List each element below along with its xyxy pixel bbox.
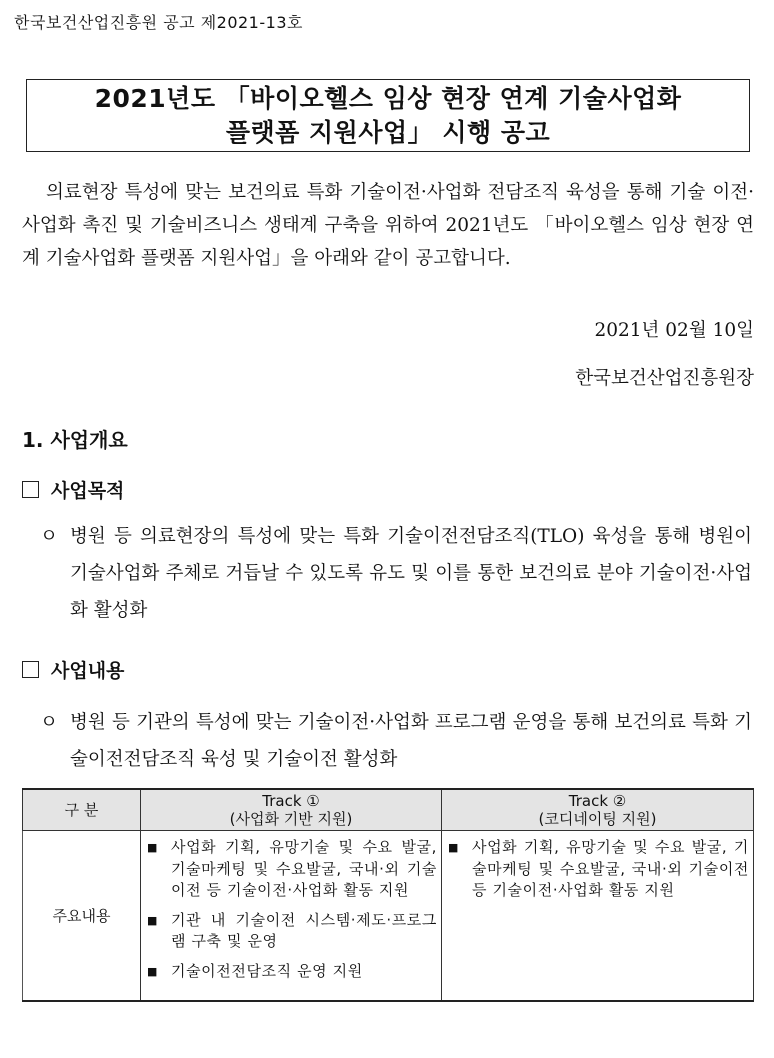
subheading-purpose xyxy=(22,476,124,503)
intro-paragraph xyxy=(22,176,754,275)
square-bullet-icon xyxy=(22,481,39,498)
list-item: ■ 사업화 기획, 유망기술 및 수요 발굴, 기술마케팅 및 수요발굴, 국내·외 기술이전 등 기술이전·사업화 활동 지원 xyxy=(446,837,749,902)
purpose-bullet xyxy=(40,518,752,629)
header-track1 xyxy=(141,789,442,831)
list-item: ■ 기술이전전담조직 운영 지원 xyxy=(145,961,437,983)
list-item: ■ 사업화 기획, 유망기술 및 수요 발굴, 기술마케팅 및 수요발굴, 국내·외 기술이전 등 기술이전·사업화 활동 지원 xyxy=(145,837,437,902)
section-heading-overview: 1. 사업개요 xyxy=(22,428,128,452)
issuer-name: 한국보건산업진흥원장 xyxy=(575,368,754,389)
content-bullet xyxy=(40,704,752,778)
page-title-line-2: 플랫폼 지원사업」 시행 공고 xyxy=(225,118,551,147)
notice-number: 한국보건산업진흥원 공고 제2021-13호 xyxy=(14,13,303,32)
subheading-content-label: 사업내용 xyxy=(51,660,125,682)
content-text: 병원 등 기관의 특성에 맞는 기술이전·사업화 프로그램 운영을 통해 보건의료 특화 기술이전전담조직 육성 및 기술이전 활성화 xyxy=(70,712,752,770)
announcement-date: 2021년 02월 10일 xyxy=(594,320,754,341)
header-track1-sub: (사업화 기반 지원) xyxy=(229,810,353,828)
table-row xyxy=(23,831,754,1002)
subheading-purpose-label: 사업목적 xyxy=(51,480,125,502)
header-track2 xyxy=(442,789,754,831)
track2-list xyxy=(446,837,749,902)
list-item: ■ 기관 내 기술이전 시스템·제도·프로그램 구축 및 운영 xyxy=(145,910,437,953)
title-box xyxy=(26,79,750,152)
track2-cell xyxy=(442,831,754,1002)
header-category: 구 분 xyxy=(23,789,141,831)
intro-text: 의료현장 특성에 맞는 보건의료 특화 기술이전·사업화 전담조직 육성을 통해 기술 이전·사업화 촉진 및 기술비즈니스 생태계 구축을 위하여 2021년도 「바이오헬스 임상 현장 연계 기술사업화 플랫폼 지원사업」을 아래와 같이 공고합니다. xyxy=(22,182,754,269)
page-title-line-1: 2021년도 「바이오헬스 임상 현장 연계 기술사업화 xyxy=(94,84,682,113)
subheading-content xyxy=(22,656,124,683)
table-header-row xyxy=(23,789,754,831)
row-label: 주요내용 xyxy=(23,831,141,1002)
circle-bullet-icon: ㅇ xyxy=(40,712,58,733)
track1-list xyxy=(145,837,437,982)
square-bullet-icon xyxy=(22,661,39,678)
header-track1-title: Track ① xyxy=(262,792,320,810)
program-table xyxy=(22,788,754,1002)
header-track2-title: Track ② xyxy=(568,792,627,810)
track1-cell xyxy=(141,831,442,1002)
circle-bullet-icon: ㅇ xyxy=(40,526,58,547)
purpose-text: 병원 등 의료현장의 특성에 맞는 특화 기술이전전담조직(TLO) 육성을 통해 병원이 기술사업화 주체로 거듭날 수 있도록 유도 및 이를 통한 보건의료 분야 기술이전·사업화 활성화 xyxy=(70,526,752,621)
header-track2-sub: (코디네이팅 지원) xyxy=(538,810,657,828)
